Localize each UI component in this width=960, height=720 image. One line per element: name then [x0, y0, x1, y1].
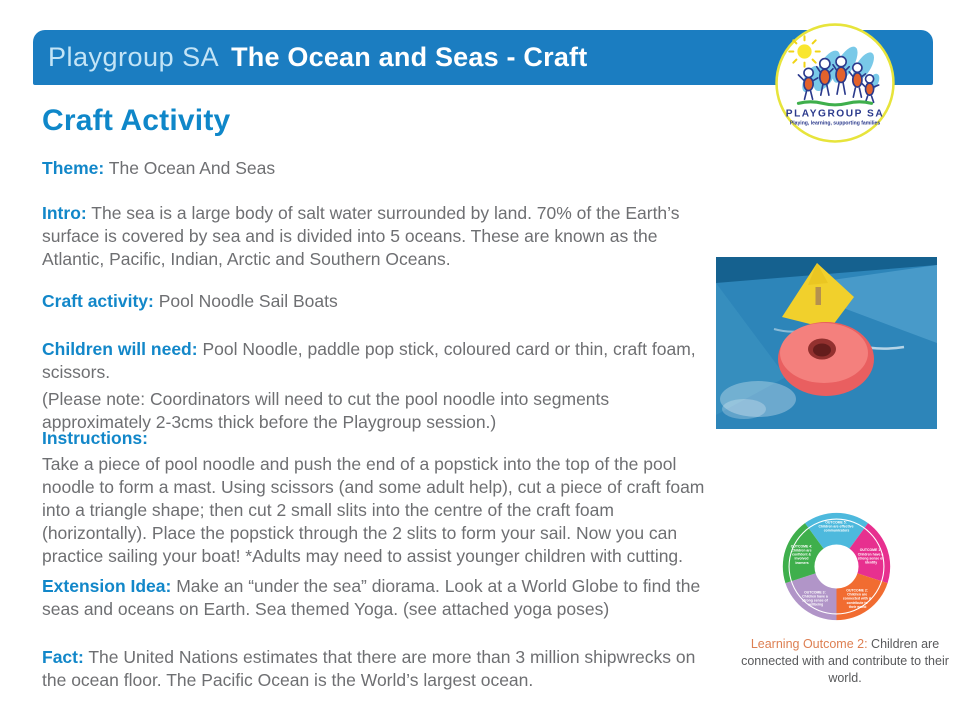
intro-label: Intro: [42, 203, 87, 223]
fact-text: The United Nations estimates that there are more than 3 million shipwrecks on the ocean floor. The Pacific Ocean is the World’s largest ocean. [42, 647, 696, 690]
instructions-text: Take a piece of pool noodle and push the end of a popstick into the top of the pool noodle to form a mast. Using scissors (and some adult help), cut a piece of craft foam into a triangle shape; then cut 2 small slits into the centre of the craft foam (horizontally). Place the popstick through the 2 slits to form your sail. Now you can practice sailing your boat! *Adults may need to assist younger children with cutting. [42, 454, 705, 566]
instructions-heading [42, 427, 720, 450]
intro-section [42, 202, 720, 271]
extension-idea-text: Make an “under the sea” diorama. Look at a World Globe to find the seas and oceans on Earth. Sea themed Yoga. (see attached yoga poses) [42, 576, 701, 619]
outcome-2-label: OUTCOME 2: Children are connected with & contribute to their world [842, 588, 872, 609]
intro-text: The sea is a large body of salt water surrounded by land. 70% of the Earth’s surface is covered by sea and is divided into 5 oceans. These are known as the Atlantic, Pacific, Indian, Arctic and Southern Oceans. [42, 203, 680, 269]
outcome-4-label: OUTCOME 4: Children are confident & involved learners [790, 544, 813, 565]
learning-outcomes-wheel [779, 509, 894, 624]
craft-activity-label: Craft activity: [42, 291, 154, 311]
extension-idea-section [42, 575, 720, 621]
outcome-3-label: OUTCOME 3: Children have a strong sense of wellbeing [802, 590, 828, 607]
outcome-5-label: OUTCOME 5: Children are effective communicators [818, 520, 854, 533]
logo-tagline: Playing, learning, supporting families [789, 120, 881, 127]
section-heading: Craft Activity [42, 104, 231, 137]
brand-name: Playgroup SA [48, 42, 220, 72]
outcome-1-label: OUTCOME 1: Children have a strong sense of identity [857, 548, 884, 565]
outcomes-wheel-graphic [779, 509, 894, 624]
theme-section [42, 157, 720, 180]
wheel-center [814, 544, 858, 588]
coordinator-note: (Please note: Coordinators will need to cut the pool noodle into segments approximately 2-3cms thick before the Playgroup session.) [42, 389, 610, 432]
pool-noodle-boat-photo [716, 257, 937, 429]
logo-graphic [774, 22, 896, 144]
children-will-need-label: Children will need: [42, 339, 198, 359]
sun-icon [789, 36, 820, 67]
popstick-through-sail [816, 287, 822, 305]
children-will-need-text: Pool Noodle, paddle pop stick, coloured card or thin, craft foam, scissors. [42, 339, 696, 382]
learning-outcome-caption-text: Children are connected with and contribute to their world. [741, 637, 949, 685]
children-will-need-section [42, 338, 720, 434]
fact-section [42, 646, 720, 692]
learning-outcome-caption [738, 636, 952, 687]
craft-activity-section [42, 290, 720, 313]
theme-label: Theme: [42, 158, 105, 178]
boat-photo-graphic [716, 257, 937, 429]
page-title: The Ocean and Seas - Craft [231, 42, 588, 72]
fact-label: Fact: [42, 647, 84, 667]
logo-name: PLAYGROUP SA [785, 108, 885, 120]
theme-text: The Ocean And Seas [108, 158, 276, 178]
playgroup-sa-logo [774, 22, 896, 144]
extension-idea-label: Extension Idea: [42, 576, 172, 596]
instructions-label: Instructions: [42, 428, 148, 448]
children-will-need-line [42, 338, 720, 384]
learning-outcome-caption-label: Learning Outcome 2: [750, 637, 868, 651]
craft-activity-text: Pool Noodle Sail Boats [158, 291, 338, 311]
